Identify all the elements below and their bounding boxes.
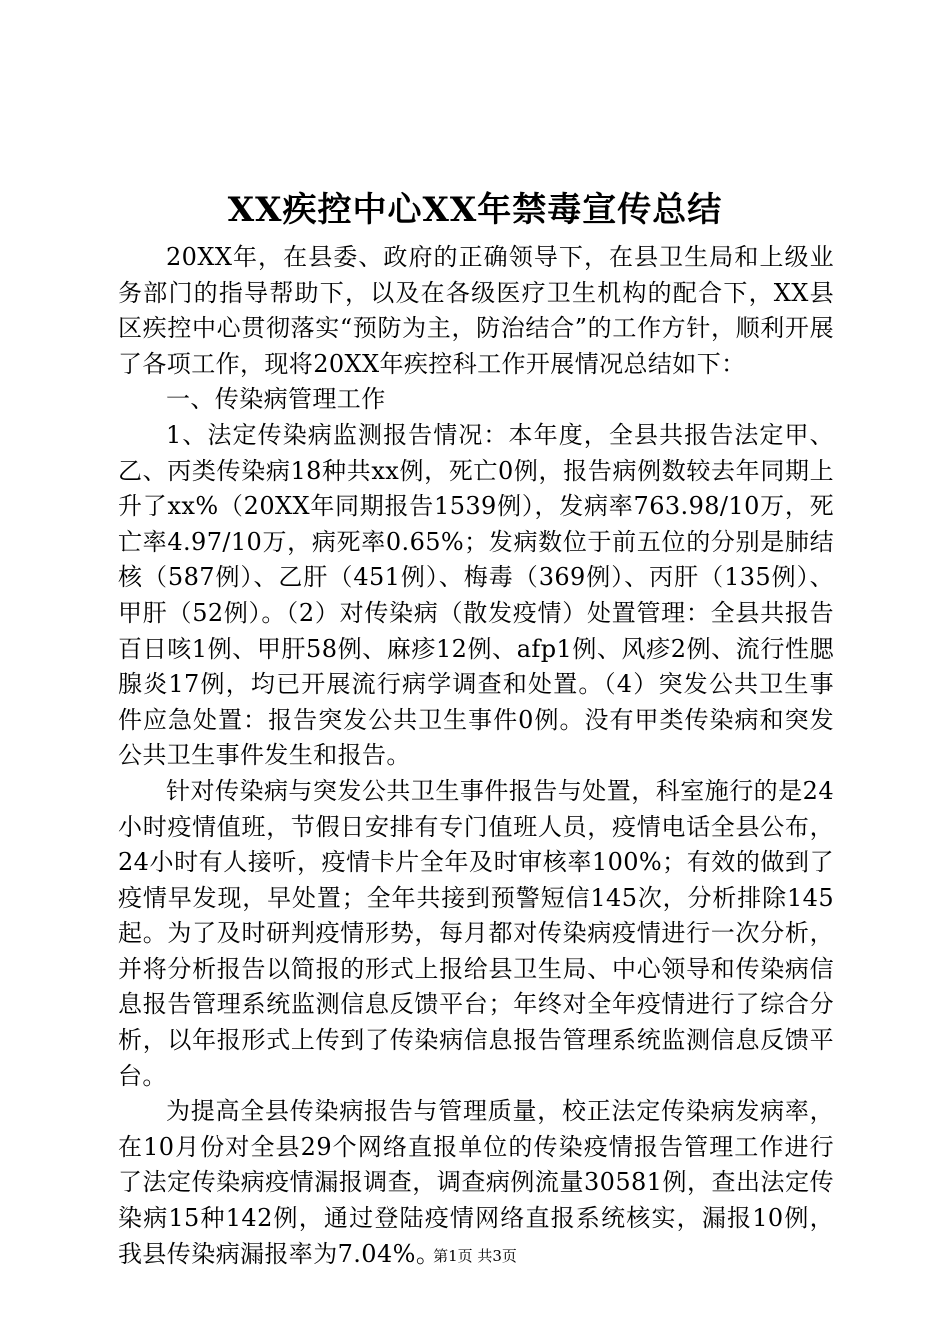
- paragraph-surveillance-report: 1、法定传染病监测报告情况：本年度，全县共报告法定甲、乙、丙类传染病18种共xx例，死亡0例，报告病例数较去年同期上升了xx%（20XX年同期报告1539例），发病率763.98/10万，死亡率4.97/10万，病死率0.65%；发病数位于前五位的分别是肺结核（587例）、乙肝（451例）、梅毒（369例）、丙肝（135例）、甲肝（52例）。（2）对传染病（散发疫情）处置管理：全县共报告百日咳1例、甲肝58例、麻疹12例、afp1例、风疹2例、流行性腮腺炎17例，均已开展流行病学调查和处置。（4）突发公共卫生事件应急处置：报告突发公共卫生事件0例。没有甲类传染病和突发公共卫生事件发生和报告。: [118, 420, 834, 770]
- paragraph-intro: 20XX年，在县委、政府的正确领导下，在县卫生局和上级业务部门的指导帮助下，以及在各级医疗卫生机构的配合下，XX县区疾控中心贯彻落实“预防为主，防治结合”的工作方针，顺利开展了各项工作，现将20XX年疾控科工作开展情况总结如下：: [118, 243, 834, 378]
- page-number-footer: 第1页 共3页: [433, 1247, 517, 1265]
- document-title: XX疾控中心XX年禁毒宣传总结: [227, 190, 723, 230]
- section-heading-infectious-disease: 一、传染病管理工作: [166, 385, 386, 414]
- paragraph-duty-handling: 针对传染病与突发公共卫生事件报告与处置，科室施行的是24小时疫情值班，节假日安排有专门值班人员，疫情电话全县公布，24小时有人接听，疫情卡片全年及时审核率100%；有效的做到了疫情早发现，早处置；全年共接到预警短信145次，分析排除145起。为了及时研判疫情形势，每月都对传染病疫情进行一次分析，并将分析报告以简报的形式上报给县卫生局、中心领导和传染病信息报告管理系统监测信息反馈平台；年终对全年疫情进行了综合分析，以年报形式上传到了传染病信息报告管理系统监测信息反馈平台。: [118, 776, 834, 1090]
- paragraph-underreport-survey: 为提高全县传染病报告与管理质量，校正法定传染病发病率，在10月份对全县29个网络直报单位的传染疫情报告管理工作进行了法定传染病疫情漏报调查，调查病例流量30581例，查出法定传染病15种142例，通过登陆疫情网络直报系统核实，漏报10例，我县传染病漏报率为7.04%。: [118, 1097, 834, 1268]
- document-body: [118, 240, 834, 1272]
